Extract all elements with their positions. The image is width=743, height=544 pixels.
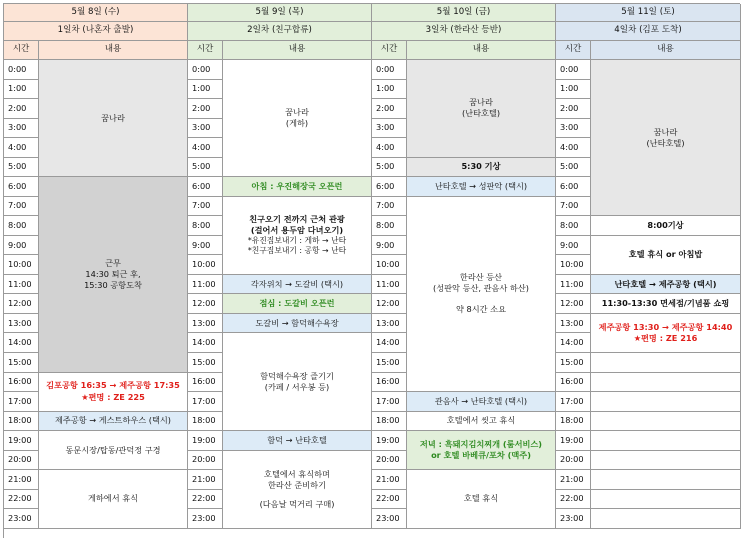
day1-transfer: 제주공항 → 게스트하우스 (택시) — [39, 412, 188, 432]
flight-route: 김포공항 16:35 → 제주공항 17:35 — [46, 380, 180, 391]
day2-sleep-block — [223, 60, 372, 177]
tour-detail: (걸어서 용두암 다녀오기) — [250, 224, 344, 235]
hour-cell: 12:00 — [4, 294, 39, 314]
day3-return: 관음사 → 난타호텔 (택시) — [407, 392, 556, 412]
empty-slot — [591, 353, 741, 373]
hour-cell: 15:00 — [188, 353, 223, 373]
empty-slot — [591, 412, 741, 432]
content-column-header: 내용 — [407, 41, 556, 60]
work-detail: 14:30 퇴근 후, — [85, 268, 141, 279]
hour-cell: 0:00 — [4, 60, 39, 80]
hour-cell: 0:00 — [372, 60, 407, 80]
empty-slot — [591, 392, 741, 412]
hour-cell: 1:00 — [556, 80, 591, 100]
sleep-label: 꿈나라 — [101, 112, 125, 123]
hour-cell: 16:00 — [372, 373, 407, 393]
hour-cell: 15:00 — [556, 353, 591, 373]
empty-slot — [591, 470, 741, 490]
day3-wake: 5:30 기상 — [407, 158, 556, 178]
hour-cell: 16:00 — [556, 373, 591, 393]
hour-cell: 19:00 — [4, 431, 39, 451]
day3-date: 5월 10일 (금) — [372, 4, 556, 22]
hour-cell: 0:00 — [188, 60, 223, 80]
hour-cell: 21:00 — [4, 470, 39, 490]
hour-cell: 9:00 — [556, 236, 591, 256]
content-column-header: 내용 — [591, 41, 741, 60]
day3-rest: 호텔 휴식 — [407, 470, 556, 529]
hour-cell: 7:00 — [556, 197, 591, 217]
day2-taxi: 각자위치 → 도갈비 (택시) — [223, 275, 372, 295]
hour-cell: 20:00 — [556, 451, 591, 471]
prep-text: (다음날 먹거리 구매) — [259, 498, 335, 509]
flight-number: ★편명 : ZE 216 — [633, 332, 698, 343]
hour-cell: 17:00 — [4, 392, 39, 412]
hour-cell: 11:00 — [372, 275, 407, 295]
hour-cell: 9:00 — [372, 236, 407, 256]
day2-title: 2일차 (친구합류) — [188, 22, 372, 41]
prep-text: 호텔에서 휴식하며 — [264, 468, 330, 479]
day3-wash: 호텔에서 씻고 휴식 — [407, 412, 556, 432]
day1-sleep-block — [39, 60, 188, 177]
time-column-header: 시간 — [188, 41, 223, 60]
hour-cell: 20:00 — [372, 451, 407, 471]
empty-slot — [591, 373, 741, 393]
hour-cell: 1:00 — [188, 80, 223, 100]
day2-to-beach: 도갈비 → 함덕해수욕장 — [223, 314, 372, 334]
hour-cell: 7:00 — [188, 197, 223, 217]
day4-date: 5월 11일 (토) — [556, 4, 741, 22]
day1-work-block — [39, 177, 188, 372]
dinner-option: 저녁 : 흑돼지김치찌개 (룸서비스) — [419, 439, 543, 450]
hour-cell: 4:00 — [372, 138, 407, 158]
day2-date: 5월 9일 (목) — [188, 4, 372, 22]
hour-cell: 11:00 — [188, 275, 223, 295]
hour-cell: 22:00 — [556, 490, 591, 510]
day1-rest: 게하에서 휴식 — [39, 470, 188, 529]
hike-duration: 약 8시간 소요 — [456, 304, 506, 315]
content-column-header: 내용 — [223, 41, 372, 60]
hour-cell: 10:00 — [372, 255, 407, 275]
hour-cell: 5:00 — [188, 158, 223, 178]
hour-cell: 6:00 — [556, 177, 591, 197]
hour-cell: 23:00 — [4, 509, 39, 529]
work-detail: 15:30 공항도착 — [84, 279, 142, 290]
hour-cell: 3:00 — [372, 119, 407, 139]
hour-cell: 12:00 — [556, 294, 591, 314]
flight-number: ★편명 : ZE 225 — [81, 391, 145, 402]
day2-tour-block — [223, 197, 372, 275]
hour-cell: 1:00 — [372, 80, 407, 100]
day2-to-hotel: 함덕 → 난타호텔 — [223, 431, 372, 451]
hour-cell: 23:00 — [372, 509, 407, 529]
hour-cell: 5:00 — [4, 158, 39, 178]
hour-cell: 22:00 — [188, 490, 223, 510]
sleep-place: (게하) — [285, 118, 309, 129]
hour-cell: 8:00 — [4, 216, 39, 236]
beach-detail: (카페 / 서우봉 등) — [264, 381, 330, 392]
day3-hike-block — [407, 197, 556, 392]
sleep-label: 꿈나라 — [285, 107, 309, 118]
hour-cell: 10:00 — [188, 255, 223, 275]
hike-route: (성판악 등산, 관음사 하산) — [433, 283, 529, 294]
hour-cell: 21:00 — [556, 470, 591, 490]
lunch-text: 점심 : 도갈비 오픈런 — [259, 298, 335, 309]
flight-route: 제주공항 13:30 → 제주공항 14:40 — [598, 321, 733, 332]
hour-cell: 7:00 — [372, 197, 407, 217]
day4-wake: 8:00기상 — [591, 216, 741, 236]
hour-cell: 2:00 — [372, 99, 407, 119]
hour-cell: 4:00 — [188, 138, 223, 158]
hour-cell: 13:00 — [372, 314, 407, 334]
sleep-place: (난타호텔) — [461, 108, 501, 119]
dinner-option: or 호텔 바베큐/포차 (맥주) — [431, 450, 531, 461]
day3-dinner-block — [407, 431, 556, 470]
hour-cell: 17:00 — [372, 392, 407, 412]
luggage-note: *친구짐보내기 : 공항 → 난타 — [247, 246, 347, 256]
hour-cell: 18:00 — [188, 412, 223, 432]
hour-cell: 14:00 — [188, 333, 223, 353]
hour-cell: 8:00 — [372, 216, 407, 236]
day2-prep-block — [223, 451, 372, 529]
empty-slot — [591, 490, 741, 510]
hour-cell: 19:00 — [188, 431, 223, 451]
hour-cell: 9:00 — [4, 236, 39, 256]
hour-cell: 23:00 — [556, 509, 591, 529]
hour-cell: 0:00 — [556, 60, 591, 80]
hour-cell: 10:00 — [556, 255, 591, 275]
hour-cell: 20:00 — [188, 451, 223, 471]
day4-flight-block — [591, 314, 741, 353]
itinerary-table — [3, 3, 740, 538]
hour-cell: 2:00 — [4, 99, 39, 119]
hour-cell: 1:00 — [4, 80, 39, 100]
hike-title: 한라산 등산 — [459, 272, 503, 283]
day1-flight-block — [39, 373, 188, 412]
hour-cell: 18:00 — [4, 412, 39, 432]
hour-cell: 8:00 — [556, 216, 591, 236]
hour-cell: 11:00 — [4, 275, 39, 295]
hour-cell: 15:00 — [4, 353, 39, 373]
hour-cell: 19:00 — [372, 431, 407, 451]
day3-to-trail: 난타호텔 → 성판악 (택시) — [407, 177, 556, 197]
hour-cell: 4:00 — [556, 138, 591, 158]
hour-cell: 17:00 — [556, 392, 591, 412]
hour-cell: 14:00 — [4, 333, 39, 353]
sleep-place: (난타호텔) — [646, 137, 685, 148]
day1-title: 1일차 (나혼자 출발) — [4, 22, 188, 41]
hour-cell: 19:00 — [556, 431, 591, 451]
hour-cell: 3:00 — [4, 119, 39, 139]
day1-date: 5월 8일 (수) — [4, 4, 188, 22]
hour-cell: 13:00 — [188, 314, 223, 334]
work-label: 근무 — [105, 257, 121, 268]
hour-cell: 8:00 — [188, 216, 223, 236]
hour-cell: 14:00 — [372, 333, 407, 353]
time-column-header: 시간 — [556, 41, 591, 60]
hour-cell: 12:00 — [188, 294, 223, 314]
time-column-header: 시간 — [372, 41, 407, 60]
hour-cell: 18:00 — [372, 412, 407, 432]
hour-cell: 20:00 — [4, 451, 39, 471]
tour-title: 친구오기 전까지 근처 관광 — [249, 213, 345, 224]
day3-title: 3일차 (한라산 등반) — [372, 22, 556, 41]
sleep-label: 꿈나라 — [469, 97, 493, 108]
hour-cell: 5:00 — [372, 158, 407, 178]
hour-cell: 7:00 — [4, 197, 39, 217]
hour-cell: 14:00 — [556, 333, 591, 353]
hour-cell: 21:00 — [372, 470, 407, 490]
hour-cell: 16:00 — [188, 373, 223, 393]
hour-cell: 3:00 — [556, 119, 591, 139]
hour-cell: 16:00 — [4, 373, 39, 393]
day2-lunch — [223, 294, 372, 314]
day4-shopping: 11:30-13:30 면세점/기념품 쇼핑 — [591, 294, 741, 314]
time-column-header: 시간 — [4, 41, 39, 60]
hour-cell: 13:00 — [4, 314, 39, 334]
hour-cell: 4:00 — [4, 138, 39, 158]
breakfast-text: 아침 : 우진해장국 오픈런 — [251, 180, 343, 191]
hour-cell: 17:00 — [188, 392, 223, 412]
day3-sleep-block — [407, 60, 556, 158]
hour-cell: 3:00 — [188, 119, 223, 139]
hour-cell: 21:00 — [188, 470, 223, 490]
day2-breakfast — [223, 177, 372, 197]
empty-slot — [591, 509, 741, 529]
hour-cell: 11:00 — [556, 275, 591, 295]
hour-cell: 13:00 — [556, 314, 591, 334]
day2-beach-block — [223, 333, 372, 431]
sleep-label: 꿈나라 — [653, 126, 678, 137]
hour-cell: 9:00 — [188, 236, 223, 256]
prep-text: 한라산 준비하기 — [268, 479, 326, 490]
hour-cell: 10:00 — [4, 255, 39, 275]
hour-cell: 12:00 — [372, 294, 407, 314]
luggage-note: *유진짐보내기 : 게하 → 난타 — [247, 235, 347, 245]
hour-cell: 2:00 — [188, 99, 223, 119]
hour-cell: 15:00 — [372, 353, 407, 373]
beach-title: 함덕해수욕장 즐기기 — [260, 370, 334, 381]
day4-title: 4일차 (김포 도착) — [556, 22, 741, 41]
day4-breakfast: 호텔 휴식 or 아침밥 — [591, 236, 741, 275]
empty-slot — [591, 431, 741, 451]
day4-to-airport: 난타호텔 → 제주공항 (택시) — [591, 275, 741, 295]
hour-cell: 23:00 — [188, 509, 223, 529]
day4-sleep-block — [591, 60, 741, 216]
hour-cell: 6:00 — [4, 177, 39, 197]
hour-cell: 22:00 — [4, 490, 39, 510]
empty-slot — [591, 451, 741, 471]
hour-cell: 6:00 — [372, 177, 407, 197]
hour-cell: 6:00 — [188, 177, 223, 197]
hour-cell: 5:00 — [556, 158, 591, 178]
day1-market: 동문시장/탑동/관덕정 구경 — [39, 431, 188, 470]
hour-cell: 22:00 — [372, 490, 407, 510]
hour-cell: 2:00 — [556, 99, 591, 119]
hour-cell: 18:00 — [556, 412, 591, 432]
content-column-header: 내용 — [39, 41, 188, 60]
